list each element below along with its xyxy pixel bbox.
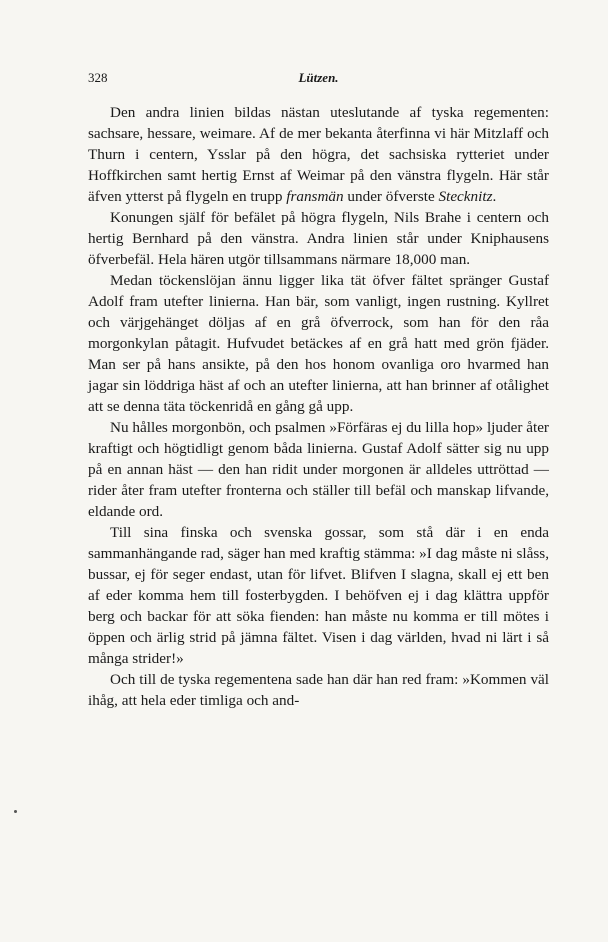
paragraph-1-text-b: under öfverste <box>347 188 435 205</box>
page-number: 328 <box>88 70 108 85</box>
paragraph-1 <box>88 102 549 207</box>
paragraph-5: Till sina finska och svenska gossar, som stå där i en enda sammanhängande rad, säger han med kraftig stämma: »I dag måste ni slåss, bussar, ej för seger endast, utan för lifvet. Blifven I slagna, skall ej ett ben af eder komma hem till fosterbygden. I behöfven ej i dag klättra uppför berg och backar för att söka fienden: han måste nu komma er till mötes i öppen och ärlig strid på jämna fältet. Visen i dag världen, hvad ni lärt i så många strider!» <box>88 524 549 667</box>
running-head <box>88 70 549 90</box>
paragraph-6: Och till de tyska regementena sade han där han red fram: »Kommen väl ihåg, att hela eder timliga och and- <box>88 671 549 709</box>
body-text <box>88 102 549 711</box>
paragraph-1-text-c: . <box>492 188 497 205</box>
paragraph-1-text-a: Den andra linien bildas nästan uteslutande af tyska regementen: sachsare, hessare, weimare. Af de mer bekanta återfinna vi här Mitzlaff och Thurn i centern, Ysslar på den högra, det sachsiska rytteriet under Hoffkirchen samt hertig Ernst af Weimar på den vänstra flygeln. Här står äfven ytterst på flygeln en trupp <box>88 104 549 205</box>
book-page <box>88 70 549 711</box>
paragraph-2: Konungen själf för befälet på högra flygeln, Nils Brahe i centern och hertig Bernhard på den vänstra. Andra linien står under Kniphausens öfverbefäl. Hela hären utgör tillsammans närmare 18,000 man. <box>88 209 549 268</box>
running-title: Lützen. <box>298 70 339 85</box>
italic-fransman: fransmän <box>286 188 344 205</box>
scan-speck <box>14 810 17 813</box>
italic-stecknitz: Stecknitz <box>438 188 493 205</box>
paragraph-4: Nu hålles morgonbön, och psalmen »Förfäras ej du lilla hop» ljuder åter kraftigt och högtidligt genom båda linierna. Gustaf Adolf sätter sig nu upp på en annan häst — den han ridit under morgonen är alldeles uttröttad — rider åter fram utefter fronterna och ställer till befäl och manskap lifvande, eldande ord. <box>88 419 549 520</box>
paragraph-3: Medan töckenslöjan ännu ligger lika tät öfver fältet spränger Gustaf Adolf fram utefter linierna. Han bär, som vanligt, ingen rustning. Kyllret och värjgehänget döljas af en grå öfverrock, som han för den råa morgonkylan påtagit. Hufvudet betäckes af en grå hatt med grön fjäder. Man ser på hans ansikte, på den hos honom ovanliga oro hvarmed han jagar sin löddriga häst af och an utefter linierna, att han brinner af otålighet att se denna täta töckenridå en gång gå upp. <box>88 272 549 415</box>
